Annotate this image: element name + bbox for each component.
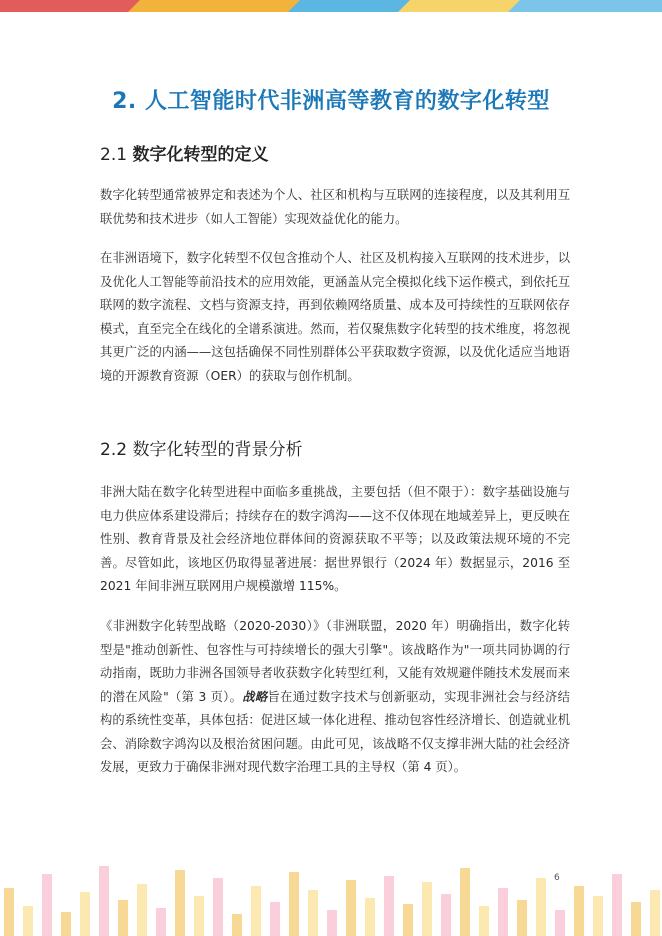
- section-title: 数字化转型的定义: [132, 145, 269, 165]
- deco-bar: [555, 910, 565, 936]
- deco-bar: [593, 896, 603, 936]
- deco-bar: [460, 868, 470, 936]
- deco-bar: [42, 874, 52, 936]
- deco-bar: [403, 904, 413, 936]
- paragraph-strategy: [100, 615, 570, 780]
- deco-bar: [118, 900, 128, 936]
- deco-bar: [631, 902, 641, 936]
- deco-bar: [80, 892, 90, 936]
- section-heading-2-2: [100, 435, 302, 460]
- deco-bar: [251, 886, 261, 936]
- strategy-emphasis: 战略: [242, 689, 268, 704]
- strategy-text-after: 旨在通过数字技术与创新驱动，实现非洲社会与经济结构的系统性变革，具体包括：促进区域一体化进程、推动包容性经济增长、创造就业机会、消除数字鸿沟以及根治贫困问题。由此可见，该战略不仅支撑非洲大陆的社会经济发展，更致力于确保非洲对现代数字治理工具的主导权（第 4 页）。: [100, 689, 570, 774]
- bottom-color-bars: [0, 856, 662, 936]
- deco-bar: [308, 890, 318, 936]
- deco-bar: [422, 882, 432, 936]
- section-number: 2.1: [100, 145, 128, 165]
- deco-bar: [441, 894, 451, 936]
- deco-bar: [99, 866, 109, 936]
- deco-bar: [137, 884, 147, 936]
- deco-bar: [574, 886, 584, 936]
- deco-bar: [384, 876, 394, 936]
- paragraph-challenges: 非洲大陆在数字化转型进程中面临多重挑战，主要包括（但不限于）：数字基础设施与电力供应体系建设滞后；持续存在的数字鸿沟——这不仅体现在地域差异上，更反映在性别、教育背景及社会经济地位群体间的资源获取不平等；以及政策法规环境的不完善。尽管如此，该地区仍取得显著进展：据世界银行（2024 年）数据显示，2016 至 2021 年间非洲互联网用户规模激增 115%。: [100, 485, 570, 593]
- paragraph-definition: 数字化转型通常被界定和表述为个人、社区和机构与互联网的连接程度，以及其利用互联优势和技术进步（如人工智能）实现效益优化的能力。: [100, 188, 570, 226]
- deco-bar: [61, 912, 71, 936]
- deco-bar: [365, 898, 375, 936]
- stripe-band: [128, 0, 312, 12]
- deco-bar: [346, 880, 356, 936]
- deco-bar: [612, 874, 622, 936]
- deco-bar: [327, 910, 337, 936]
- deco-bar: [479, 906, 489, 936]
- paragraph-african-context: 在非洲语境下，数字化转型不仅包含推动个人、社区及机构接入互联网的技术进步，以及优化人工智能等前沿技术的应用效能，更涵盖从完全模拟化线下运作模式，到依托互联网的数字流程、文档与资源支持，再到依赖网络质量、成本及可持续性的互联网依存模式，直至完全在线化的全谱系演进。然而，若仅聚焦数字化转型的技术维度，将忽视其更广泛的内涵——这包括确保不同性别群体公平获取数字资源，以及优化适应当地语境的开源教育资源（OER）的获取与创作机制。: [100, 251, 570, 383]
- deco-bar: [498, 888, 508, 936]
- deco-bar: [194, 896, 204, 936]
- deco-bar: [650, 890, 660, 936]
- top-color-stripe: [0, 0, 662, 12]
- deco-bar: [156, 908, 166, 936]
- chapter-title: 2. 人工智能时代非洲高等教育的数字化转型: [112, 89, 550, 114]
- deco-bar: [289, 872, 299, 936]
- deco-bar: [213, 878, 223, 936]
- page-number: 6: [554, 873, 560, 883]
- deco-bar: [232, 914, 242, 936]
- top-stripe-graphic: [0, 0, 662, 12]
- deco-bar: [536, 878, 546, 936]
- strategy-text-before: 《非洲数字化转型战略（2020-2030）》（非洲联盟，2020 年）明确指出，数字化转型是"推动创新性、包容性与可持续增长的强大引擎"。该战略作为"一项共同协调的行动指南，既助力非洲各国领导者收获数字化转型红利，又能有效规避伴随技术发展而来的潜在风险"（第 3 页）。: [100, 619, 570, 704]
- deco-bar: [270, 902, 280, 936]
- deco-bar: [23, 906, 33, 936]
- stripe-band: [508, 0, 662, 12]
- section-number: 2.2: [100, 440, 128, 460]
- deco-bar: [175, 870, 185, 936]
- deco-bar: [517, 900, 527, 936]
- stripe-band: [0, 0, 152, 12]
- deco-bar: [4, 888, 14, 936]
- section-title: 数字化转型的背景分析: [132, 440, 303, 460]
- section-heading-2-1: [100, 140, 268, 165]
